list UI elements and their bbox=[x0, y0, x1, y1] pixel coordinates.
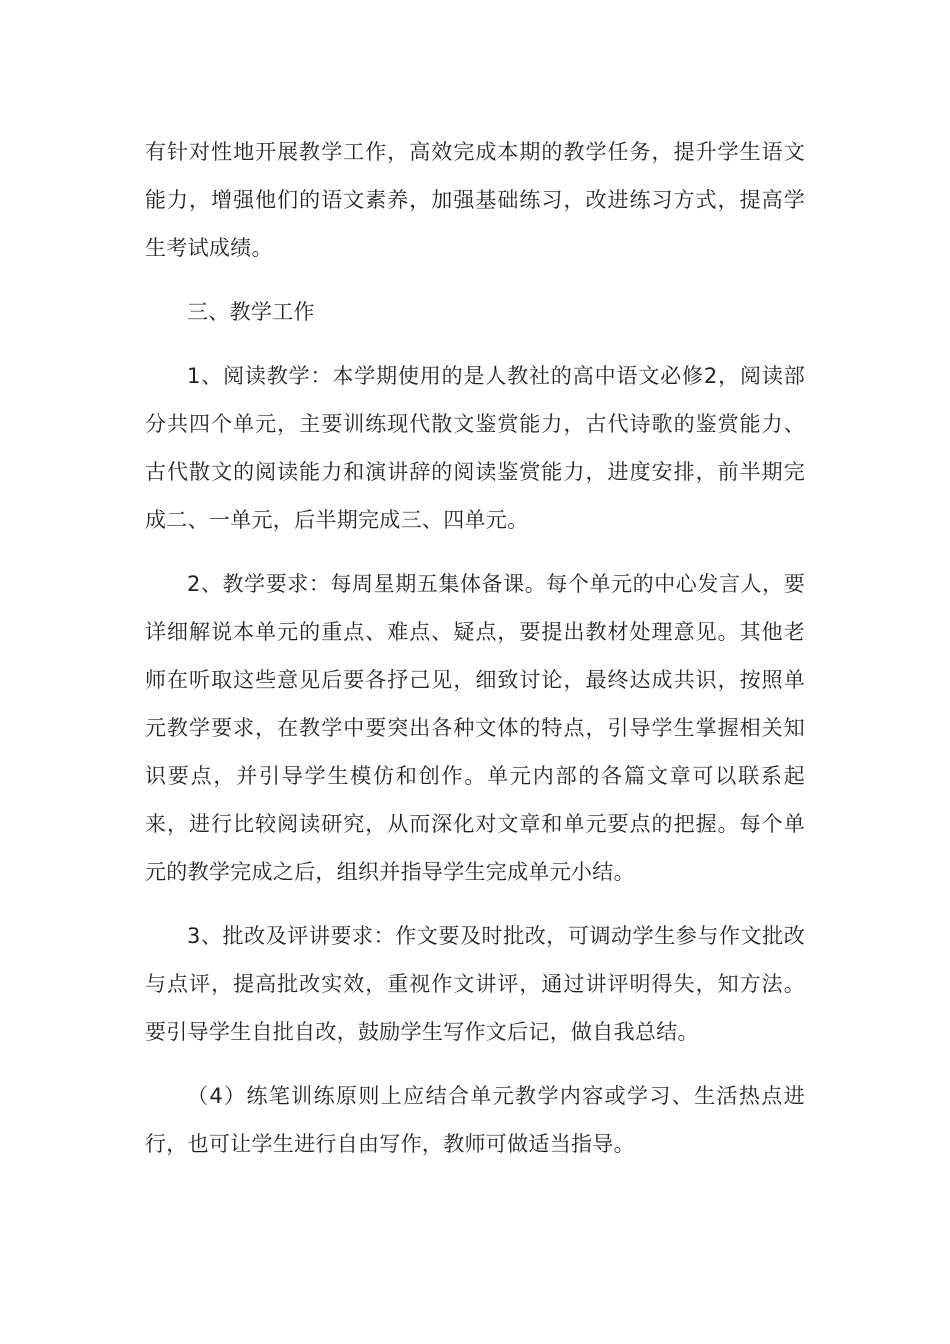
paragraph-reading-teaching: 1、阅读教学：本学期使用的是人教社的高中语文必修2，阅读部分共四个单元，主要训练现代散文鉴赏能力，古代诗歌的鉴赏能力、古代散文的阅读能力和演讲辞的阅读鉴赏能力，进度安排，前半期完成二、一单元，后半期完成三、四单元。 bbox=[145, 364, 805, 532]
paragraph-grading-requirements: 3、批改及评讲要求：作文要及时批改，可调动学生参与作文批改与点评，提高批改实效，重视作文讲评，通过讲评明得失，知方法。要引导学生自批自改，鼓励学生写作文后记，做自我总结。 bbox=[145, 924, 805, 1044]
paragraph-teaching-requirements: 2、教学要求：每周星期五集体备课。每个单元的中心发言人，要详细解说本单元的重点、难点、疑点，要提出教材处理意见。其他老师在听取这些意见后要各抒己见，细致讨论，最终达成共识，按照单元教学要求，在教学中要突出各种文体的特点，引导学生掌握相关知识要点，并引导学生模仿和创作。单元内部的各篇文章可以联系起来，进行比较阅读研究，从而深化对文章和单元要点的把握。每个单元的教学完成之后，组织并指导学生完成单元小结。 bbox=[145, 572, 805, 884]
paragraph-writing-practice: （4）练笔训练原则上应结合单元教学内容或学习、生活热点进行，也可让学生进行自由写作，教师可做适当指导。 bbox=[145, 1084, 805, 1156]
paragraph-intro-continuation: 有针对性地开展教学工作，高效完成本期的教学任务，提升学生语文能力，增强他们的语文素养，加强基础练习，改进练习方式，提高学生考试成绩。 bbox=[145, 140, 805, 260]
section-heading-teaching-work: 三、教学工作 bbox=[187, 300, 315, 324]
document-body bbox=[145, 128, 805, 1184]
